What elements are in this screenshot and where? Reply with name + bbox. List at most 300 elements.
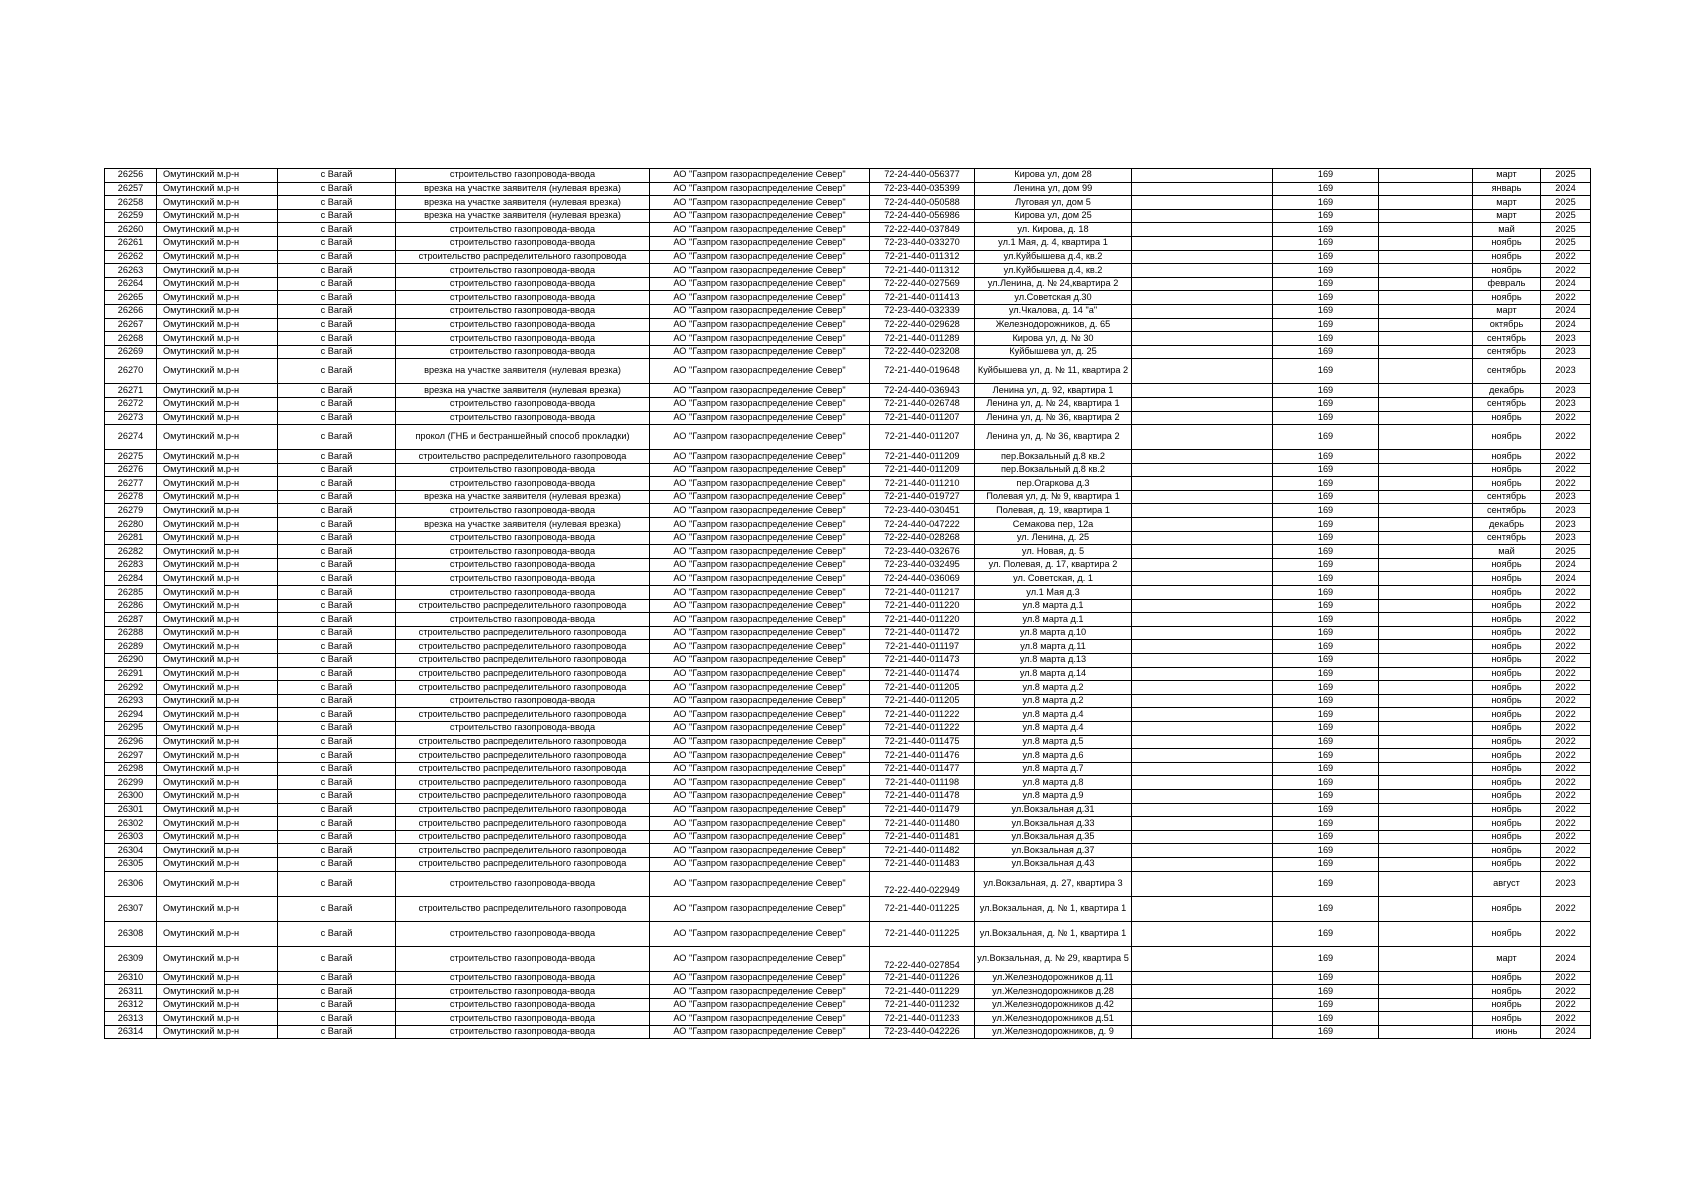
number-cell: 169 xyxy=(1273,531,1379,545)
settlement-cell: с Вагай xyxy=(278,985,396,999)
table-row xyxy=(105,236,1591,250)
empty-cell xyxy=(1132,359,1273,384)
work-type-cell: строительство газопровода-ввода xyxy=(396,223,650,237)
district-cell: Омутинский м.р-н xyxy=(157,411,278,425)
work-type-cell: строительство распределительного газопровода xyxy=(396,830,650,844)
row-number-cell: 26304 xyxy=(105,844,157,858)
year-cell: 2024 xyxy=(1541,304,1591,318)
empty-cell xyxy=(1379,735,1473,749)
row-number-cell: 26263 xyxy=(105,264,157,278)
table-row xyxy=(105,477,1591,491)
district-cell: Омутинский м.р-н xyxy=(157,518,278,532)
empty-cell xyxy=(1132,345,1273,359)
year-cell: 2022 xyxy=(1541,640,1591,654)
settlement-cell: с Вагай xyxy=(278,844,396,858)
number-cell: 169 xyxy=(1273,871,1379,896)
settlement-cell: с Вагай xyxy=(278,749,396,763)
row-number-cell: 26281 xyxy=(105,531,157,545)
request-code-cell: 72-21-440-011222 xyxy=(870,721,975,735)
empty-cell xyxy=(1132,789,1273,803)
year-cell: 2022 xyxy=(1541,613,1591,627)
year-cell: 2022 xyxy=(1541,599,1591,613)
address-cell: ул.8 марта д.2 xyxy=(975,681,1132,695)
request-code-cell: 72-21-440-011209 xyxy=(870,463,975,477)
row-number-cell: 26311 xyxy=(105,985,157,999)
work-type-cell: строительство газопровода-ввода xyxy=(396,397,650,411)
organization-cell: АО "Газпром газораспределение Север" xyxy=(650,803,870,817)
number-cell: 169 xyxy=(1273,694,1379,708)
row-number-cell: 26296 xyxy=(105,735,157,749)
number-cell: 169 xyxy=(1273,545,1379,559)
empty-cell xyxy=(1379,411,1473,425)
district-cell: Омутинский м.р-н xyxy=(157,196,278,210)
request-code-cell: 72-21-440-011197 xyxy=(870,640,975,654)
request-code-cell: 72-22-440-027854 xyxy=(870,946,975,971)
empty-cell xyxy=(1132,463,1273,477)
year-cell: 2022 xyxy=(1541,425,1591,450)
table-row xyxy=(105,762,1591,776)
work-type-cell: строительство распределительного газопровода xyxy=(396,626,650,640)
year-cell: 2022 xyxy=(1541,667,1591,681)
request-code-cell: 72-21-440-011209 xyxy=(870,450,975,464)
year-cell: 2022 xyxy=(1541,250,1591,264)
request-code-cell: 72-21-440-011207 xyxy=(870,411,975,425)
organization-cell: АО "Газпром газораспределение Север" xyxy=(650,762,870,776)
month-cell: ноябрь xyxy=(1473,681,1541,695)
number-cell: 169 xyxy=(1273,558,1379,572)
work-type-cell: строительство газопровода-ввода xyxy=(396,586,650,600)
year-cell: 2024 xyxy=(1541,1025,1591,1039)
row-number-cell: 26287 xyxy=(105,613,157,627)
settlement-cell: с Вагай xyxy=(278,599,396,613)
address-cell: Ленина ул, д. № 36, квартира 2 xyxy=(975,425,1132,450)
year-cell: 2024 xyxy=(1541,182,1591,196)
row-number-cell: 26266 xyxy=(105,304,157,318)
district-cell: Омутинский м.р-н xyxy=(157,613,278,627)
empty-cell xyxy=(1132,1025,1273,1039)
work-type-cell: строительство распределительного газопровода xyxy=(396,654,650,668)
empty-cell xyxy=(1132,694,1273,708)
empty-cell xyxy=(1132,250,1273,264)
district-cell: Омутинский м.р-н xyxy=(157,640,278,654)
work-type-cell: строительство газопровода-ввода xyxy=(396,345,650,359)
row-number-cell: 26268 xyxy=(105,332,157,346)
month-cell: декабрь xyxy=(1473,384,1541,398)
request-code-cell: 72-21-440-011225 xyxy=(870,896,975,921)
empty-cell xyxy=(1379,681,1473,695)
settlement-cell: с Вагай xyxy=(278,545,396,559)
organization-cell: АО "Газпром газораспределение Север" xyxy=(650,169,870,183)
work-type-cell: врезка на участке заявителя (нулевая врезка) xyxy=(396,196,650,210)
request-code-cell: 72-24-440-036069 xyxy=(870,572,975,586)
district-cell: Омутинский м.р-н xyxy=(157,1025,278,1039)
settlement-cell: с Вагай xyxy=(278,250,396,264)
table-row xyxy=(105,749,1591,763)
work-type-cell: строительство газопровода-ввода xyxy=(396,572,650,586)
row-number-cell: 26302 xyxy=(105,817,157,831)
row-number-cell: 26300 xyxy=(105,789,157,803)
work-type-cell: строительство газопровода-ввода xyxy=(396,291,650,305)
month-cell: сентябрь xyxy=(1473,359,1541,384)
table-row xyxy=(105,776,1591,790)
number-cell: 169 xyxy=(1273,359,1379,384)
year-cell: 2023 xyxy=(1541,504,1591,518)
organization-cell: АО "Газпром газораспределение Север" xyxy=(650,250,870,264)
empty-cell xyxy=(1379,803,1473,817)
request-code-cell: 72-21-440-011481 xyxy=(870,830,975,844)
address-cell: ул.Вокзальная д.35 xyxy=(975,830,1132,844)
table-row xyxy=(105,985,1591,999)
empty-cell xyxy=(1132,985,1273,999)
month-cell: ноябрь xyxy=(1473,264,1541,278)
organization-cell: АО "Газпром газораспределение Север" xyxy=(650,721,870,735)
empty-cell xyxy=(1132,762,1273,776)
table-row xyxy=(105,250,1591,264)
row-number-cell: 26303 xyxy=(105,830,157,844)
request-code-cell: 72-21-440-011483 xyxy=(870,857,975,871)
settlement-cell: с Вагай xyxy=(278,209,396,223)
year-cell: 2025 xyxy=(1541,196,1591,210)
organization-cell: АО "Газпром газораспределение Север" xyxy=(650,735,870,749)
organization-cell: АО "Газпром газораспределение Север" xyxy=(650,844,870,858)
organization-cell: АО "Газпром газораспределение Север" xyxy=(650,599,870,613)
district-cell: Омутинский м.р-н xyxy=(157,169,278,183)
row-number-cell: 26298 xyxy=(105,762,157,776)
year-cell: 2022 xyxy=(1541,762,1591,776)
year-cell: 2022 xyxy=(1541,264,1591,278)
district-cell: Омутинский м.р-н xyxy=(157,318,278,332)
address-cell: ул.8 марта д.1 xyxy=(975,599,1132,613)
empty-cell xyxy=(1379,359,1473,384)
empty-cell xyxy=(1132,640,1273,654)
row-number-cell: 26279 xyxy=(105,504,157,518)
request-code-cell: 72-21-440-011222 xyxy=(870,708,975,722)
organization-cell: АО "Газпром газораспределение Север" xyxy=(650,749,870,763)
row-number-cell: 26309 xyxy=(105,946,157,971)
empty-cell xyxy=(1132,291,1273,305)
empty-cell xyxy=(1379,318,1473,332)
district-cell: Омутинский м.р-н xyxy=(157,599,278,613)
empty-cell xyxy=(1379,223,1473,237)
request-code-cell: 72-21-440-011225 xyxy=(870,921,975,946)
empty-cell xyxy=(1379,1025,1473,1039)
settlement-cell: с Вагай xyxy=(278,236,396,250)
month-cell: ноябрь xyxy=(1473,817,1541,831)
address-cell: ул.Вокзальная д.37 xyxy=(975,844,1132,858)
settlement-cell: с Вагай xyxy=(278,654,396,668)
table-row xyxy=(105,425,1591,450)
month-cell: сентябрь xyxy=(1473,397,1541,411)
request-code-cell: 72-21-440-011205 xyxy=(870,694,975,708)
district-cell: Омутинский м.р-н xyxy=(157,384,278,398)
district-cell: Омутинский м.р-н xyxy=(157,735,278,749)
table-row xyxy=(105,504,1591,518)
row-number-cell: 26278 xyxy=(105,490,157,504)
address-cell: ул.Вокзальная, д. 27, квартира 3 xyxy=(975,871,1132,896)
settlement-cell: с Вагай xyxy=(278,182,396,196)
row-number-cell: 26284 xyxy=(105,572,157,586)
table-row xyxy=(105,971,1591,985)
empty-cell xyxy=(1132,921,1273,946)
settlement-cell: с Вагай xyxy=(278,304,396,318)
number-cell: 169 xyxy=(1273,450,1379,464)
row-number-cell: 26288 xyxy=(105,626,157,640)
district-cell: Омутинский м.р-н xyxy=(157,450,278,464)
work-type-cell: врезка на участке заявителя (нулевая врезка) xyxy=(396,359,650,384)
work-type-cell: строительство газопровода-ввода xyxy=(396,1025,650,1039)
organization-cell: АО "Газпром газораспределение Север" xyxy=(650,384,870,398)
district-cell: Омутинский м.р-н xyxy=(157,572,278,586)
row-number-cell: 26282 xyxy=(105,545,157,559)
settlement-cell: с Вагай xyxy=(278,397,396,411)
empty-cell xyxy=(1132,490,1273,504)
work-type-cell: строительство распределительного газопровода xyxy=(396,450,650,464)
work-type-cell: строительство газопровода-ввода xyxy=(396,169,650,183)
work-type-cell: строительство газопровода-ввода xyxy=(396,477,650,491)
organization-cell: АО "Газпром газораспределение Север" xyxy=(650,871,870,896)
address-cell: ул.Чкалова, д. 14 "а" xyxy=(975,304,1132,318)
month-cell: ноябрь xyxy=(1473,450,1541,464)
district-cell: Омутинский м.р-н xyxy=(157,463,278,477)
year-cell: 2025 xyxy=(1541,236,1591,250)
work-type-cell: строительство газопровода-ввода xyxy=(396,998,650,1012)
table-row xyxy=(105,817,1591,831)
settlement-cell: с Вагай xyxy=(278,762,396,776)
number-cell: 169 xyxy=(1273,425,1379,450)
empty-cell xyxy=(1379,1012,1473,1026)
table-row xyxy=(105,871,1591,896)
table-row xyxy=(105,223,1591,237)
work-type-cell: строительство газопровода-ввода xyxy=(396,613,650,627)
settlement-cell: с Вагай xyxy=(278,504,396,518)
request-code-cell: 72-23-440-035399 xyxy=(870,182,975,196)
number-cell: 169 xyxy=(1273,169,1379,183)
settlement-cell: с Вагай xyxy=(278,384,396,398)
work-type-cell: строительство распределительного газопровода xyxy=(396,776,650,790)
month-cell: ноябрь xyxy=(1473,762,1541,776)
month-cell: ноябрь xyxy=(1473,572,1541,586)
district-cell: Омутинский м.р-н xyxy=(157,236,278,250)
table-row xyxy=(105,345,1591,359)
organization-cell: АО "Газпром газораспределение Север" xyxy=(650,640,870,654)
month-cell: сентябрь xyxy=(1473,345,1541,359)
row-number-cell: 26267 xyxy=(105,318,157,332)
request-code-cell: 72-21-440-026748 xyxy=(870,397,975,411)
empty-cell xyxy=(1379,558,1473,572)
empty-cell xyxy=(1379,694,1473,708)
number-cell: 169 xyxy=(1273,896,1379,921)
work-type-cell: строительство распределительного газопровода xyxy=(396,789,650,803)
table-row xyxy=(105,626,1591,640)
empty-cell xyxy=(1379,397,1473,411)
number-cell: 169 xyxy=(1273,304,1379,318)
empty-cell xyxy=(1379,762,1473,776)
table-row xyxy=(105,721,1591,735)
settlement-cell: с Вагай xyxy=(278,450,396,464)
number-cell: 169 xyxy=(1273,209,1379,223)
district-cell: Омутинский м.р-н xyxy=(157,558,278,572)
address-cell: ул.8 марта д.13 xyxy=(975,654,1132,668)
district-cell: Омутинский м.р-н xyxy=(157,345,278,359)
organization-cell: АО "Газпром газораспределение Север" xyxy=(650,971,870,985)
request-code-cell: 72-21-440-011479 xyxy=(870,803,975,817)
number-cell: 169 xyxy=(1273,477,1379,491)
month-cell: ноябрь xyxy=(1473,896,1541,921)
month-cell: сентябрь xyxy=(1473,332,1541,346)
empty-cell xyxy=(1379,667,1473,681)
table-row xyxy=(105,490,1591,504)
empty-cell xyxy=(1132,223,1273,237)
district-cell: Омутинский м.р-н xyxy=(157,223,278,237)
settlement-cell: с Вагай xyxy=(278,291,396,305)
address-cell: ул. Полевая, д. 17, квартира 2 xyxy=(975,558,1132,572)
month-cell: ноябрь xyxy=(1473,721,1541,735)
empty-cell xyxy=(1132,803,1273,817)
empty-cell xyxy=(1379,345,1473,359)
row-number-cell: 26276 xyxy=(105,463,157,477)
row-number-cell: 26260 xyxy=(105,223,157,237)
request-code-cell: 72-21-440-011233 xyxy=(870,1012,975,1026)
empty-cell xyxy=(1379,613,1473,627)
request-code-cell: 72-22-440-027569 xyxy=(870,277,975,291)
empty-cell xyxy=(1132,182,1273,196)
empty-cell xyxy=(1379,277,1473,291)
number-cell: 169 xyxy=(1273,318,1379,332)
district-cell: Омутинский м.р-н xyxy=(157,531,278,545)
empty-cell xyxy=(1379,654,1473,668)
settlement-cell: с Вагай xyxy=(278,681,396,695)
empty-cell xyxy=(1132,397,1273,411)
request-code-cell: 72-21-440-019727 xyxy=(870,490,975,504)
organization-cell: АО "Газпром газораспределение Север" xyxy=(650,182,870,196)
organization-cell: АО "Газпром газораспределение Север" xyxy=(650,896,870,921)
row-number-cell: 26292 xyxy=(105,681,157,695)
month-cell: ноябрь xyxy=(1473,1012,1541,1026)
address-cell: ул. Ленина, д. 25 xyxy=(975,531,1132,545)
settlement-cell: с Вагай xyxy=(278,318,396,332)
empty-cell xyxy=(1132,518,1273,532)
work-type-cell: строительство распределительного газопровода xyxy=(396,896,650,921)
empty-cell xyxy=(1379,169,1473,183)
organization-cell: АО "Газпром газораспределение Север" xyxy=(650,223,870,237)
row-number-cell: 26295 xyxy=(105,721,157,735)
number-cell: 169 xyxy=(1273,626,1379,640)
organization-cell: АО "Газпром газораспределение Север" xyxy=(650,998,870,1012)
organization-cell: АО "Газпром газораспределение Север" xyxy=(650,572,870,586)
settlement-cell: с Вагай xyxy=(278,558,396,572)
row-number-cell: 26259 xyxy=(105,209,157,223)
organization-cell: АО "Газпром газораспределение Север" xyxy=(650,817,870,831)
empty-cell xyxy=(1132,318,1273,332)
district-cell: Омутинский м.р-н xyxy=(157,264,278,278)
number-cell: 169 xyxy=(1273,817,1379,831)
request-code-cell: 72-23-440-030451 xyxy=(870,504,975,518)
address-cell: ул.Железнодорожников д.28 xyxy=(975,985,1132,999)
table-row xyxy=(105,613,1591,627)
year-cell: 2022 xyxy=(1541,998,1591,1012)
address-cell: ул.1 Мая д.3 xyxy=(975,586,1132,600)
month-cell: ноябрь xyxy=(1473,803,1541,817)
organization-cell: АО "Газпром газораспределение Север" xyxy=(650,345,870,359)
address-cell: ул.8 марта д.7 xyxy=(975,762,1132,776)
month-cell: ноябрь xyxy=(1473,749,1541,763)
month-cell: март xyxy=(1473,209,1541,223)
settlement-cell: с Вагай xyxy=(278,857,396,871)
district-cell: Омутинский м.р-н xyxy=(157,477,278,491)
row-number-cell: 26262 xyxy=(105,250,157,264)
empty-cell xyxy=(1132,844,1273,858)
number-cell: 169 xyxy=(1273,921,1379,946)
settlement-cell: с Вагай xyxy=(278,518,396,532)
address-cell: ул.Железнодорожников, д. 9 xyxy=(975,1025,1132,1039)
request-code-cell: 72-21-440-011312 xyxy=(870,250,975,264)
district-cell: Омутинский м.р-н xyxy=(157,921,278,946)
district-cell: Омутинский м.р-н xyxy=(157,749,278,763)
district-cell: Омутинский м.р-н xyxy=(157,817,278,831)
work-type-cell: строительство газопровода-ввода xyxy=(396,558,650,572)
empty-cell xyxy=(1379,518,1473,532)
address-cell: ул.1 Мая, д. 4, квартира 1 xyxy=(975,236,1132,250)
table-row xyxy=(105,1025,1591,1039)
address-cell: ул.8 марта д.14 xyxy=(975,667,1132,681)
settlement-cell: с Вагай xyxy=(278,613,396,627)
number-cell: 169 xyxy=(1273,332,1379,346)
year-cell: 2025 xyxy=(1541,545,1591,559)
district-cell: Омутинский м.р-н xyxy=(157,708,278,722)
work-type-cell: врезка на участке заявителя (нулевая врезка) xyxy=(396,209,650,223)
district-cell: Омутинский м.р-н xyxy=(157,359,278,384)
district-cell: Омутинский м.р-н xyxy=(157,1012,278,1026)
settlement-cell: с Вагай xyxy=(278,223,396,237)
row-number-cell: 26285 xyxy=(105,586,157,600)
empty-cell xyxy=(1379,599,1473,613)
table-row xyxy=(105,708,1591,722)
empty-cell xyxy=(1379,921,1473,946)
year-cell: 2022 xyxy=(1541,291,1591,305)
district-cell: Омутинский м.р-н xyxy=(157,857,278,871)
district-cell: Омутинский м.р-н xyxy=(157,332,278,346)
number-cell: 169 xyxy=(1273,776,1379,790)
number-cell: 169 xyxy=(1273,681,1379,695)
month-cell: май xyxy=(1473,545,1541,559)
district-cell: Омутинский м.р-н xyxy=(157,277,278,291)
year-cell: 2022 xyxy=(1541,654,1591,668)
table-row xyxy=(105,857,1591,871)
work-type-cell: строительство газопровода-ввода xyxy=(396,504,650,518)
year-cell: 2022 xyxy=(1541,463,1591,477)
table-row xyxy=(105,998,1591,1012)
address-cell: Куйбышева ул, д. № 11, квартира 2 xyxy=(975,359,1132,384)
empty-cell xyxy=(1132,209,1273,223)
work-type-cell: строительство газопровода-ввода xyxy=(396,545,650,559)
organization-cell: АО "Газпром газораспределение Север" xyxy=(650,667,870,681)
request-code-cell: 72-22-440-029628 xyxy=(870,318,975,332)
year-cell: 2022 xyxy=(1541,776,1591,790)
work-type-cell: строительство газопровода-ввода xyxy=(396,921,650,946)
empty-cell xyxy=(1132,545,1273,559)
table-row xyxy=(105,558,1591,572)
row-number-cell: 26290 xyxy=(105,654,157,668)
work-type-cell: строительство газопровода-ввода xyxy=(396,411,650,425)
settlement-cell: с Вагай xyxy=(278,946,396,971)
district-cell: Омутинский м.р-н xyxy=(157,694,278,708)
empty-cell xyxy=(1379,971,1473,985)
number-cell: 169 xyxy=(1273,998,1379,1012)
organization-cell: АО "Газпром газораспределение Север" xyxy=(650,857,870,871)
empty-cell xyxy=(1132,572,1273,586)
empty-cell xyxy=(1132,1012,1273,1026)
month-cell: ноябрь xyxy=(1473,425,1541,450)
